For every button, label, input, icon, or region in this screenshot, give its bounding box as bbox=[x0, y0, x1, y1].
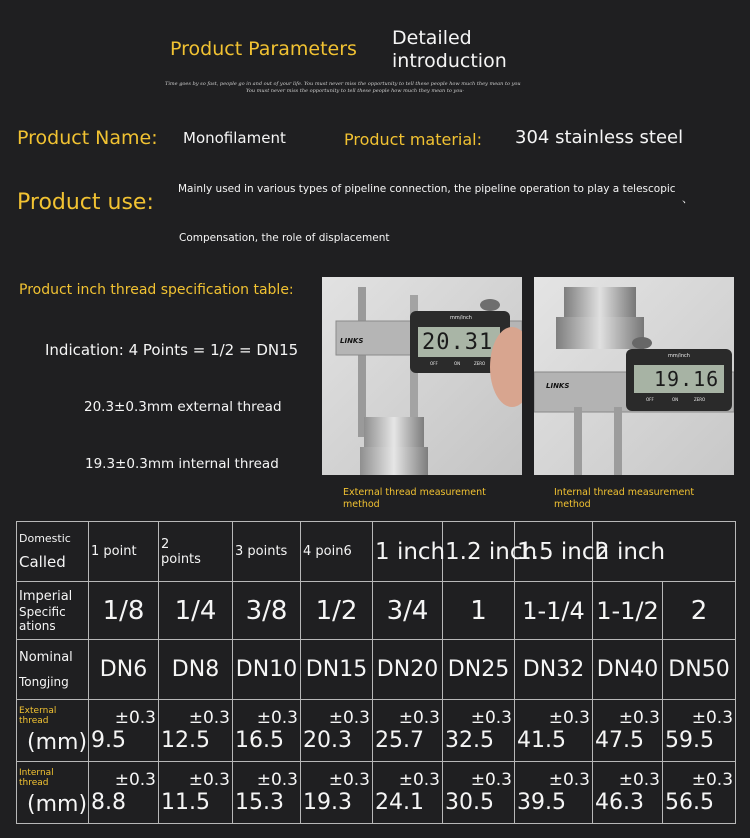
row-label-nominal bbox=[17, 640, 89, 700]
caliper-unit-right: mm/inch bbox=[668, 353, 690, 359]
cell-value: 15.3 bbox=[235, 789, 284, 815]
tolerance: ±0.3 bbox=[398, 707, 440, 728]
cell-value: 25.7 bbox=[375, 727, 424, 753]
table-cell: DN6 bbox=[89, 640, 159, 700]
row-label-imperial-b: Specific bbox=[19, 604, 66, 619]
table-row-imperial bbox=[17, 582, 736, 640]
table-cell: 2 inch bbox=[593, 522, 736, 582]
table-cell bbox=[663, 700, 736, 762]
table-cell bbox=[159, 762, 233, 824]
caliper-reading-right: 19.16 bbox=[654, 367, 720, 391]
table-row-external bbox=[17, 700, 736, 762]
tolerance: ±0.3 bbox=[328, 769, 370, 790]
table-cell bbox=[593, 700, 663, 762]
cell-value: 19.3 bbox=[303, 789, 352, 815]
table-cell: 1 inch bbox=[373, 522, 443, 582]
row-label-domestic-b: Called bbox=[19, 552, 66, 571]
table-cell: DN25 bbox=[443, 640, 515, 700]
cell-value: 8.8 bbox=[91, 789, 126, 815]
tolerance: ±0.3 bbox=[548, 769, 590, 790]
table-cell bbox=[443, 762, 515, 824]
table-cell bbox=[663, 762, 736, 824]
cell-value: 39.5 bbox=[517, 789, 566, 815]
table-cell bbox=[233, 700, 301, 762]
product-name-label: Product Name: bbox=[17, 127, 158, 149]
table-cell bbox=[159, 700, 233, 762]
row-label-domestic-a: Domestic bbox=[19, 531, 71, 545]
tagline-line-1: Time goes by so fast, people go in and out of your life. You must never miss the opportunity to tell these people how much they mean to you bbox=[165, 81, 521, 87]
cell-value: 32.5 bbox=[445, 727, 494, 753]
cell-value: 11.5 bbox=[161, 789, 210, 815]
table-cell: 1-1/2 bbox=[593, 582, 663, 640]
table-cell: 1/2 bbox=[301, 582, 373, 640]
table-cell bbox=[301, 700, 373, 762]
table-cell bbox=[373, 762, 443, 824]
tolerance: ±0.3 bbox=[256, 707, 298, 728]
product-name-value: Monofilament bbox=[183, 129, 286, 147]
table-cell: DN40 bbox=[593, 640, 663, 700]
table-cell bbox=[159, 522, 233, 582]
table-cell: DN10 bbox=[233, 640, 301, 700]
product-use-label: Product use: bbox=[17, 190, 154, 215]
cell-value: 20.3 bbox=[303, 727, 352, 753]
external-thread-text: 20.3±0.3mm external thread bbox=[84, 399, 282, 415]
caliper-unit-left: mm/inch bbox=[450, 315, 472, 321]
row-label-nominal-b: Tongjing bbox=[19, 674, 69, 689]
tolerance: ±0.3 bbox=[256, 769, 298, 790]
table-cell bbox=[89, 762, 159, 824]
tolerance: ±0.3 bbox=[470, 769, 512, 790]
table-cell: 2 bbox=[663, 582, 736, 640]
table-cell-text: 4 poin6 bbox=[303, 544, 352, 559]
table-cell bbox=[515, 762, 593, 824]
table-cell: 1-1/4 bbox=[515, 582, 593, 640]
row-label-internal bbox=[17, 762, 89, 824]
section-title: Product Parameters bbox=[170, 38, 357, 60]
caliper-on-left: ON bbox=[454, 361, 461, 366]
tolerance: ±0.3 bbox=[548, 707, 590, 728]
caliper-off-right: OFF bbox=[646, 397, 654, 402]
table-cell bbox=[373, 700, 443, 762]
table-cell: 3 points bbox=[233, 522, 301, 582]
table-cell: DN8 bbox=[159, 640, 233, 700]
tolerance: ±0.3 bbox=[470, 707, 512, 728]
cell-value: 9.5 bbox=[91, 727, 126, 753]
product-use-mark: 、 bbox=[682, 192, 693, 205]
row-label-imperial-a: Imperial bbox=[19, 588, 73, 604]
row-label-imperial bbox=[17, 582, 89, 640]
cell-value: 30.5 bbox=[445, 789, 494, 815]
tolerance: ±0.3 bbox=[114, 707, 156, 728]
table-cell: 1.2 inch bbox=[443, 522, 515, 582]
tagline-line-2: You must never miss the opportunity to tell these people how much they mean to you- bbox=[246, 88, 465, 94]
table-cell bbox=[233, 762, 301, 824]
product-use-text-line-1: Mainly used in various types of pipeline connection, the pipeline operation to play a telescopic bbox=[178, 183, 676, 195]
tolerance: ±0.3 bbox=[618, 707, 660, 728]
table-row-domestic bbox=[17, 522, 736, 582]
tolerance: ±0.3 bbox=[188, 707, 230, 728]
table-cell: DN15 bbox=[301, 640, 373, 700]
cell-value: 59.5 bbox=[665, 727, 714, 753]
table-cell: 1/4 bbox=[159, 582, 233, 640]
tolerance: ±0.3 bbox=[188, 769, 230, 790]
external-measurement-photo bbox=[322, 277, 522, 475]
row-label-nominal-a: Nominal bbox=[19, 649, 73, 665]
tolerance: ±0.3 bbox=[328, 707, 370, 728]
table-cell: 3/8 bbox=[233, 582, 301, 640]
row-unit-external: (mm) bbox=[27, 729, 88, 755]
table-row-internal bbox=[17, 762, 736, 824]
caliper-reading-left: 20.31 bbox=[422, 330, 494, 355]
product-material-value: 304 stainless steel bbox=[515, 127, 684, 148]
row-unit-internal: (mm) bbox=[27, 791, 88, 817]
table-row-nominal bbox=[17, 640, 736, 700]
tolerance: ±0.3 bbox=[398, 769, 440, 790]
caliper-zero-right: ZERO bbox=[694, 397, 706, 402]
table-cell bbox=[89, 700, 159, 762]
caliper-off-left: OFF bbox=[430, 361, 438, 366]
cell-value: 56.5 bbox=[665, 789, 714, 815]
caliper-brand-left: LINKS bbox=[340, 337, 364, 345]
cell-value: 46.3 bbox=[595, 789, 644, 815]
table-cell: 3/4 bbox=[373, 582, 443, 640]
internal-caption: Internal thread measurement method bbox=[554, 487, 695, 510]
row-label-domestic bbox=[17, 522, 89, 582]
table-cell-text: 2 points bbox=[161, 536, 201, 567]
section-subtitle: Detailed introduction bbox=[392, 27, 507, 72]
spec-table bbox=[16, 521, 736, 824]
row-label-internal-a: Internal bbox=[19, 767, 54, 778]
row-label-external bbox=[17, 700, 89, 762]
product-material-label: Product material: bbox=[344, 130, 483, 149]
cell-value: 24.1 bbox=[375, 789, 424, 815]
internal-measurement-photo bbox=[534, 277, 734, 475]
table-cell: 1.5 inch bbox=[515, 522, 593, 582]
tolerance: ±0.3 bbox=[691, 707, 734, 728]
caliper-external-illustration bbox=[322, 277, 522, 475]
cell-value: 16.5 bbox=[235, 727, 284, 753]
row-label-external-a: External bbox=[19, 705, 57, 716]
tolerance: ±0.3 bbox=[114, 769, 156, 790]
table-cell: DN50 bbox=[663, 640, 736, 700]
table-cell bbox=[515, 700, 593, 762]
cell-value: 12.5 bbox=[161, 727, 210, 753]
table-cell bbox=[301, 522, 373, 582]
indication-text: Indication: 4 Points = 1/2 = DN15 bbox=[45, 341, 299, 359]
external-caption: External thread measurement method bbox=[343, 487, 486, 510]
table-cell: DN20 bbox=[373, 640, 443, 700]
tolerance: ±0.3 bbox=[618, 769, 660, 790]
table-cell: DN32 bbox=[515, 640, 593, 700]
caliper-zero-left: ZERO bbox=[474, 361, 486, 366]
table-cell bbox=[443, 700, 515, 762]
cell-value: 41.5 bbox=[517, 727, 566, 753]
table-cell: 1 bbox=[443, 582, 515, 640]
internal-thread-text: 19.3±0.3mm internal thread bbox=[85, 456, 279, 472]
row-label-imperial-c: ations bbox=[19, 618, 56, 633]
spec-table-title: Product inch thread specification table: bbox=[19, 282, 294, 298]
table-cell bbox=[301, 762, 373, 824]
product-use-text-line-2: Compensation, the role of displacement bbox=[179, 232, 390, 244]
cell-value: 47.5 bbox=[595, 727, 644, 753]
row-label-external-b: thread bbox=[19, 715, 49, 726]
caliper-on-right: ON bbox=[672, 397, 679, 402]
table-cell: 1 point bbox=[89, 522, 159, 582]
table-cell bbox=[593, 762, 663, 824]
caliper-brand-right: LINKS bbox=[546, 382, 570, 390]
row-label-internal-b: thread bbox=[19, 777, 49, 788]
tolerance: ±0.3 bbox=[691, 769, 734, 790]
table-cell: 1/8 bbox=[89, 582, 159, 640]
